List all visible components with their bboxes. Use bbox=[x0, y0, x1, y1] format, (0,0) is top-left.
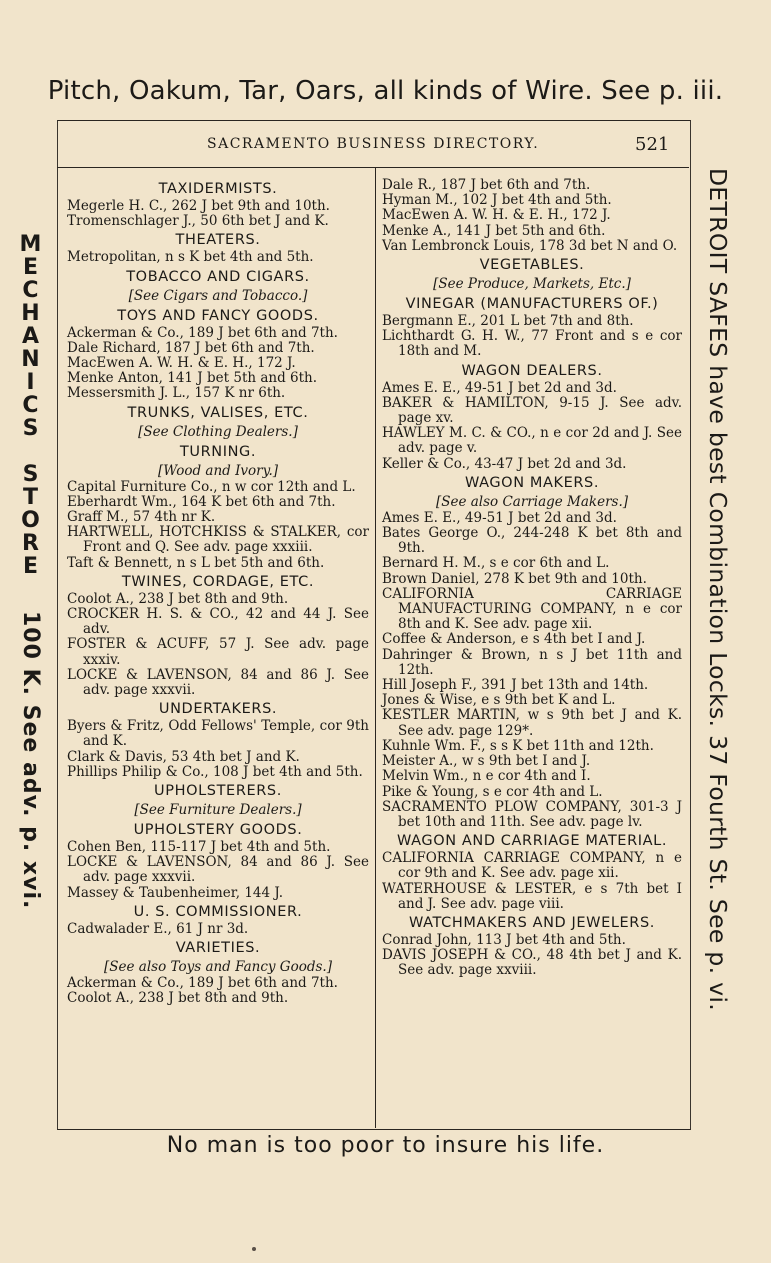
left-margin-ad-rotated: 100 K. See adv. p. xvi. bbox=[18, 611, 43, 910]
directory-entry: BAKER & HAMILTON, 9-15 J. See adv. page xv. bbox=[382, 394, 682, 427]
left-margin-advertisement bbox=[6, 232, 54, 909]
directory-entry: Coolot A., 238 J bet 8th and 9th. bbox=[67, 590, 289, 607]
section-heading: TAXIDERMISTS. bbox=[158, 181, 278, 197]
directory-entry: Ackerman & Co., 189 J bet 6th and 7th. bbox=[67, 324, 338, 341]
directory-entry: CALIFORNIA CARRIAGE MANUFACTURING COMPANY, n e cor 8th and K. See adv. page xii. bbox=[382, 585, 682, 633]
directory-entry: Menke Anton, 141 J bet 5th and 6th. bbox=[67, 370, 318, 387]
section-heading: VARIETIES. bbox=[175, 940, 261, 957]
section-heading: TOYS AND FANCY GOODS. bbox=[117, 307, 319, 324]
directory-entry: SACRAMENTO PLOW COMPANY, 301-3 J bet 10th and 11th. See adv. page lv. bbox=[382, 798, 682, 830]
directory-entry: Byers & Fritz, Odd Fellows' Temple, cor 9th and K. bbox=[67, 718, 369, 750]
directory-entry: Bernard H. M., s e cor 6th and L. bbox=[382, 555, 610, 572]
right-column bbox=[382, 178, 682, 979]
directory-entry: Coolot A., 238 J bet 8th and 9th. bbox=[67, 990, 289, 1007]
directory-entry: Tromenschlager J., 50 6th bet J and K. bbox=[67, 213, 329, 230]
directory-entry: Keller & Co., 43-47 J bet 2d and 3d. bbox=[382, 455, 627, 472]
directory-entry: Phillips Philip & Co., 108 J bet 4th and 5th. bbox=[67, 763, 363, 780]
section-heading: TRUNKS, VALISES, ETC. bbox=[127, 404, 309, 421]
cross-reference: [See also Toys and Fancy Goods.] bbox=[104, 959, 332, 976]
section-heading: TWINES, CORDAGE, ETC. bbox=[121, 573, 315, 590]
directory-entry: Hill Joseph F., 391 J bet 13th and 14th. bbox=[382, 677, 649, 694]
directory-entry: Cohen Ben, 115-117 J bet 4th and 5th. bbox=[67, 839, 331, 856]
page-number: 521 bbox=[635, 134, 670, 155]
directory-entry: Coffee & Anderson, e s 4th bet I and J. bbox=[382, 631, 646, 648]
directory-entry: Graff M., 57 4th nr K. bbox=[67, 509, 216, 526]
section-heading: WAGON MAKERS. bbox=[464, 474, 600, 491]
directory-entry: Capital Furniture Co., n w cor 12th and L. bbox=[67, 478, 356, 495]
header-rule bbox=[57, 167, 689, 168]
directory-entry: MacEwen A. W. H. & E. H., 172 J. bbox=[382, 207, 611, 224]
directory-entry: Brown Daniel, 278 K bet 9th and 10th. bbox=[382, 570, 647, 587]
directory-entry: Eberhardt Wm., 164 K bet 6th and 7th. bbox=[67, 493, 336, 510]
section-heading: UNDERTAKERS. bbox=[158, 701, 278, 718]
cross-reference: [See also Carriage Makers.] bbox=[435, 493, 629, 510]
directory-entry: CROCKER H. S. & CO., 42 and 44 J. See adv. bbox=[67, 606, 369, 638]
directory-entry: CALIFORNIA CARRIAGE COMPANY, n e cor 9th and K. See adv. page xii. bbox=[382, 850, 682, 882]
column-divider bbox=[375, 167, 376, 1128]
directory-entry: Hyman M., 102 J bet 4th and 5th. bbox=[382, 192, 612, 209]
directory-entry: Taft & Bennett, n s L bet 5th and 6th. bbox=[67, 554, 325, 571]
section-heading: U. S. COMMISSIONER. bbox=[133, 903, 303, 920]
directory-entry: WATERHOUSE & LESTER, e s 7th bet I and J. See adv. page viii. bbox=[382, 880, 682, 912]
directory-entry: Bergmann E., 201 L bet 7th and 8th. bbox=[382, 313, 634, 330]
directory-entry: Dahringer & Brown, n s J bet 11th and 12th. bbox=[382, 646, 682, 678]
directory-entry: DAVIS JOSEPH & CO., 48 4th bet J and K. See adv. page xxviii. bbox=[382, 947, 682, 979]
directory-entry: Bates George O., 244-248 K bet 8th and 9th. bbox=[382, 525, 682, 557]
right-margin-advertisement: DETROIT SAFES have best Combination Locks. 37 Fourth St. See p. vi. bbox=[704, 168, 732, 1011]
directory-entry: Ackerman & Co., 189 J bet 6th and 7th. bbox=[67, 975, 338, 992]
directory-entry: Van Lembronck Louis, 178 3d bet N and O. bbox=[382, 237, 678, 254]
directory-entry: Melvin Wm., n e cor 4th and I. bbox=[382, 768, 591, 785]
section-heading: WAGON DEALERS. bbox=[461, 362, 603, 379]
cross-reference: [See Furniture Dealers.] bbox=[134, 802, 302, 819]
cross-reference: [Wood and Ivory.] bbox=[157, 462, 279, 479]
directory-entry: Cadwalader E., 61 J nr 3d. bbox=[67, 920, 249, 937]
directory-entry: Dale R., 187 J bet 6th and 7th. bbox=[382, 177, 591, 193]
directory-entry: Kuhnle Wm. F., s s K bet 11th and 12th. bbox=[382, 737, 654, 754]
cross-reference: [See Clothing Dealers.] bbox=[138, 423, 298, 440]
running-header bbox=[57, 134, 689, 158]
directory-entry: Pike & Young, s e cor 4th and L. bbox=[382, 783, 603, 800]
section-heading: VINEGAR (MANUFACTURERS OF.) bbox=[405, 296, 659, 313]
directory-entry: KESTLER MARTIN, w s 9th bet J and K. See adv. page 129*. bbox=[382, 707, 682, 739]
section-heading: UPHOLSTERY GOODS. bbox=[133, 822, 303, 839]
directory-entry: Megerle H. C., 262 J bet 9th and 10th. bbox=[67, 198, 330, 214]
section-heading: VEGETABLES. bbox=[479, 257, 585, 274]
directory-entry: Conrad John, 113 J bet 4th and 5th. bbox=[382, 931, 626, 948]
directory-entry: Metropolitan, n s K bet 4th and 5th. bbox=[67, 249, 314, 266]
directory-entry: HAWLEY M. C. & CO., n e cor 2d and J. See adv. page v. bbox=[382, 425, 682, 457]
section-heading: UPHOLSTERERS. bbox=[154, 783, 282, 800]
cross-reference: [See Cigars and Tobacco.] bbox=[128, 287, 308, 304]
directory-entry: Messersmith J. L., 157 K nr 6th. bbox=[67, 385, 286, 402]
directory-entry: Dale Richard, 187 J bet 6th and 7th. bbox=[67, 339, 315, 356]
directory-entry: Ames E. E., 49-51 J bet 2d and 3d. bbox=[382, 379, 617, 396]
directory-entry: LOCKE & LAVENSON, 84 and 86 J. See adv. page xxxvii. bbox=[67, 854, 369, 886]
section-heading: TOBACCO AND CIGARS. bbox=[126, 268, 310, 285]
print-speck bbox=[252, 1247, 256, 1251]
directory-entry: LOCKE & LAVENSON, 84 and 86 J. See adv. page xxxvii. bbox=[67, 666, 369, 699]
section-heading: THEATERS. bbox=[175, 232, 261, 249]
directory-entry: Clark & Davis, 53 4th bet J and K. bbox=[67, 748, 300, 765]
directory-entry: MacEwen A. W. H. & E. H., 172 J. bbox=[67, 355, 296, 372]
section-heading: TURNING. bbox=[179, 443, 257, 460]
left-column bbox=[67, 178, 369, 1007]
directory-entry: Meister A., w s 9th bet I and J. bbox=[382, 753, 591, 770]
directory-entry: Jones & Wise, e s 9th bet K and L. bbox=[382, 692, 616, 709]
top-advertisement: Pitch, Oakum, Tar, Oars, all kinds of Wire. See p. iii. bbox=[47, 76, 724, 106]
directory-entry: FOSTER & ACUFF, 57 J. See adv. page xxxiv. bbox=[67, 636, 369, 668]
bottom-advertisement: No man is too poor to insure his life. bbox=[166, 1133, 605, 1158]
directory-entry: Ames E. E., 49-51 J bet 2d and 3d. bbox=[382, 509, 617, 526]
section-heading: WAGON AND CARRIAGE MATERIAL. bbox=[396, 833, 668, 850]
left-margin-ad-upright: MECHANICS STORE bbox=[18, 232, 43, 577]
directory-entry: Menke A., 141 J bet 5th and 6th. bbox=[382, 222, 606, 239]
directory-entry: HARTWELL, HOTCHKISS & STALKER, cor Front and Q. See adv. page xxxiii. bbox=[67, 524, 369, 556]
directory-title: SACRAMENTO BUSINESS DIRECTORY. bbox=[207, 136, 540, 152]
directory-entry: Massey & Taubenheimer, 144 J. bbox=[67, 884, 284, 901]
section-heading: WATCHMAKERS AND JEWELERS. bbox=[409, 914, 655, 931]
cross-reference: [See Produce, Markets, Etc.] bbox=[433, 276, 631, 293]
directory-entry: Lichthardt G. H. W., 77 Front and s e cor 18th and M. bbox=[382, 328, 682, 360]
